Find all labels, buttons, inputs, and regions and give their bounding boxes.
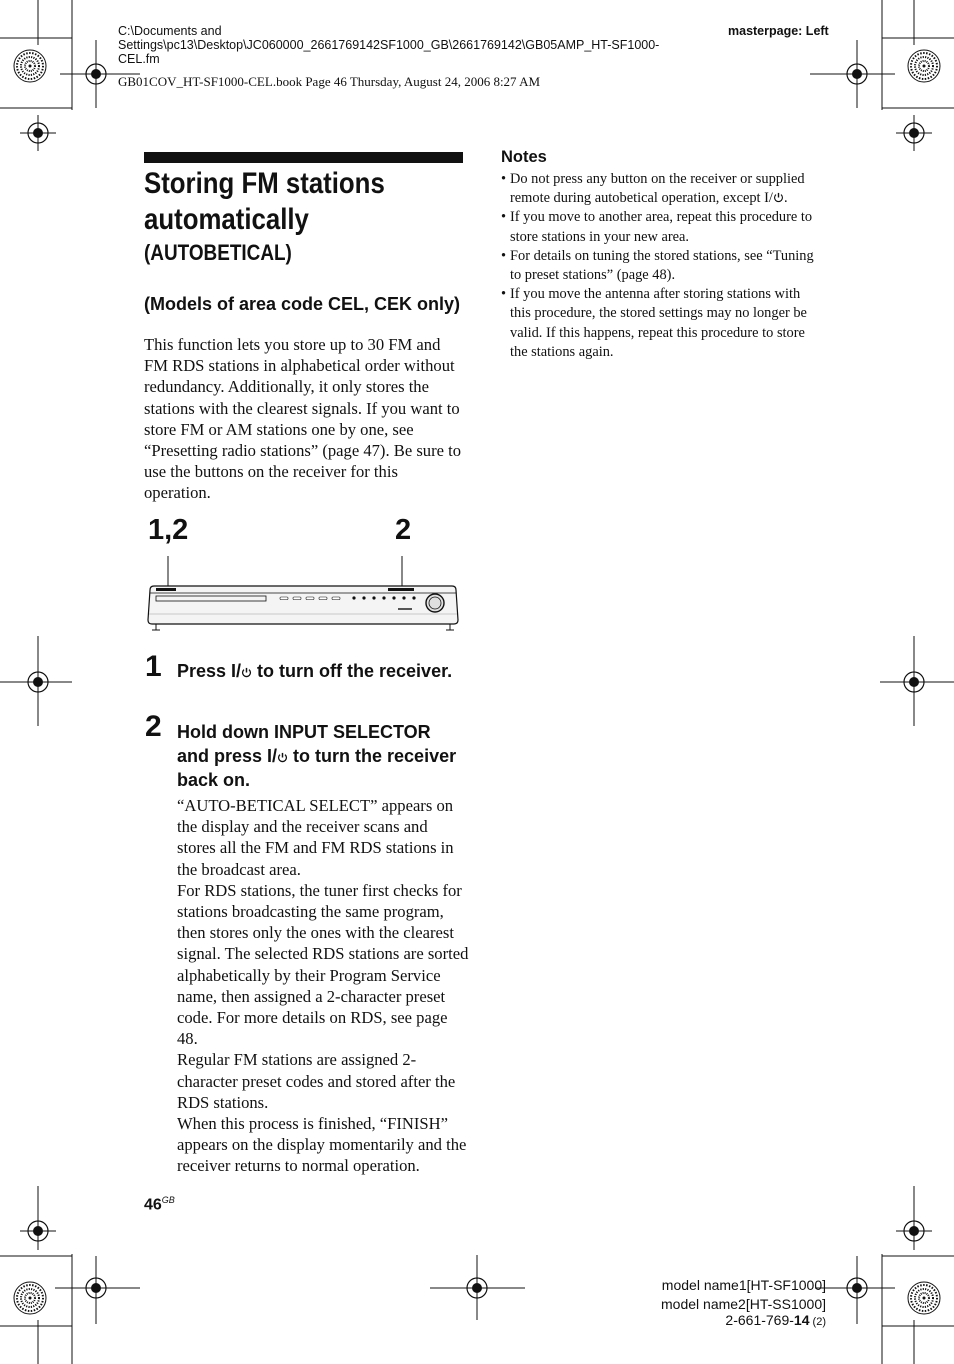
note-1-text: Do not press any button on the receiver or supplied remote during autobetical operation, except I/ bbox=[510, 171, 805, 207]
book-info-line: GB01COV_HT-SF1000-CEL.book Page 46 Thursday, August 24, 2006 8:27 AM bbox=[118, 74, 541, 89]
part-number-bold: 14 bbox=[793, 1312, 810, 1328]
masterpage-label: masterpage: Left bbox=[728, 24, 829, 38]
callout-label-1-2: 1,2 bbox=[148, 514, 189, 546]
step-2-text-a: Hold down INPUT SELECTOR and press I/ bbox=[177, 722, 431, 766]
receiver-illustration bbox=[146, 554, 462, 634]
part-number-prefix: 2-661-769- bbox=[725, 1312, 794, 1328]
model-name-1: model name1[HT-SF1000] bbox=[661, 1277, 826, 1293]
note-3-text: For details on tuning the stored stations, see “Tuning to preset stations” (page 48). bbox=[510, 247, 814, 284]
path-line-3: CEL.fm bbox=[118, 52, 160, 66]
path-line-1: C:\Documents and bbox=[118, 24, 222, 38]
note-4-text: If you move the antenna after storing stations with this procedure, the stored settings may no longer be valid. If this happens, repeat this procedure to store the stations again. bbox=[510, 286, 807, 360]
path-line-2: Settings\pc13\Desktop\JC060000_2661769142SF1000_GB\2661769142\GB05AMP_HT-SF1000- bbox=[118, 38, 660, 52]
power-icon bbox=[277, 752, 288, 763]
detail-paragraph-1: “AUTO-BETICAL SELECT” appears on the display and the receiver scans and stores all the FM and FM RDS stations in the broadcast area. bbox=[177, 796, 454, 879]
step-1-text bbox=[177, 659, 467, 683]
step-1-number: 1 bbox=[145, 650, 162, 683]
detail-paragraph-3: Regular FM stations are assigned 2-character preset codes and stored after the RDS stations. bbox=[177, 1050, 456, 1112]
detail-paragraph-4: When this process is finished, “FINISH” appears on the display momentarily and the receiver returns to normal operation. bbox=[177, 1114, 467, 1176]
notes-list bbox=[501, 170, 821, 362]
page-subtitle: (AUTOBETICAL) bbox=[144, 240, 292, 265]
step-2-details bbox=[177, 795, 469, 1177]
page-number bbox=[144, 1195, 175, 1214]
step-2-text-b: to turn the receiver back on. bbox=[177, 746, 457, 790]
note-item: • If you move to another area, repeat this procedure to store stations in your new area. bbox=[501, 209, 813, 245]
page-title bbox=[144, 166, 428, 238]
title-line-1: Storing FM stations bbox=[144, 167, 385, 200]
power-icon bbox=[241, 667, 252, 678]
part-number bbox=[600, 1312, 826, 1328]
models-heading: (Models of area code CEL, CEK only) bbox=[144, 294, 461, 314]
illustration-labels bbox=[148, 514, 468, 554]
note-1-text-end: . bbox=[783, 190, 788, 207]
note-2-text: If you move to another area, repeat this procedure to store stations in your new area. bbox=[510, 209, 813, 245]
step-1-text-a: Press I/ bbox=[177, 661, 242, 681]
power-icon bbox=[773, 192, 784, 203]
file-path-header bbox=[118, 24, 718, 66]
note-item: • Do not press any button on the receiver or supplied remote during autobetical operation, except I/ . bbox=[501, 171, 805, 207]
model-name-2: model name2[HT-SS1000] bbox=[661, 1296, 826, 1312]
step-2-text bbox=[177, 720, 467, 792]
note-item: • If you move the antenna after storing stations with this procedure, the stored settings may no longer be valid. If this happens, repeat this procedure to store the stations again. bbox=[501, 286, 807, 360]
step-1-text-b: to turn off the receiver. bbox=[252, 661, 453, 681]
part-number-revision: (2) bbox=[809, 1316, 826, 1328]
page-number-suffix: GB bbox=[161, 1195, 175, 1205]
page-number-value: 46 bbox=[144, 1196, 162, 1214]
step-2-number: 2 bbox=[145, 710, 162, 743]
title-line-2: automatically bbox=[144, 203, 309, 236]
detail-paragraph-2: For RDS stations, the tuner first checks for stations broadcasting the same program, then stores only the ones with the clearest signal. The selected RDS stations are sorted alphabetically by their Program Service name, then assigned a 2-character preset code. For more details on RDS, see page 48. bbox=[177, 880, 469, 1049]
note-item: • For details on tuning the stored stations, see “Tuning to preset stations” (page 48). bbox=[501, 247, 814, 284]
notes-heading: Notes bbox=[501, 148, 547, 166]
intro-paragraph: This function lets you store up to 30 FM and FM RDS stations in alphabetical order without redundancy. Additionally, it only stores the stations with the clearest signals. If you want to store FM or AM stations one by one, see “Presetting radio stations” (page 47). Be sure to use the buttons on the receiver for this operation. bbox=[144, 335, 462, 503]
callout-label-2: 2 bbox=[395, 514, 412, 546]
title-rule bbox=[144, 152, 463, 163]
